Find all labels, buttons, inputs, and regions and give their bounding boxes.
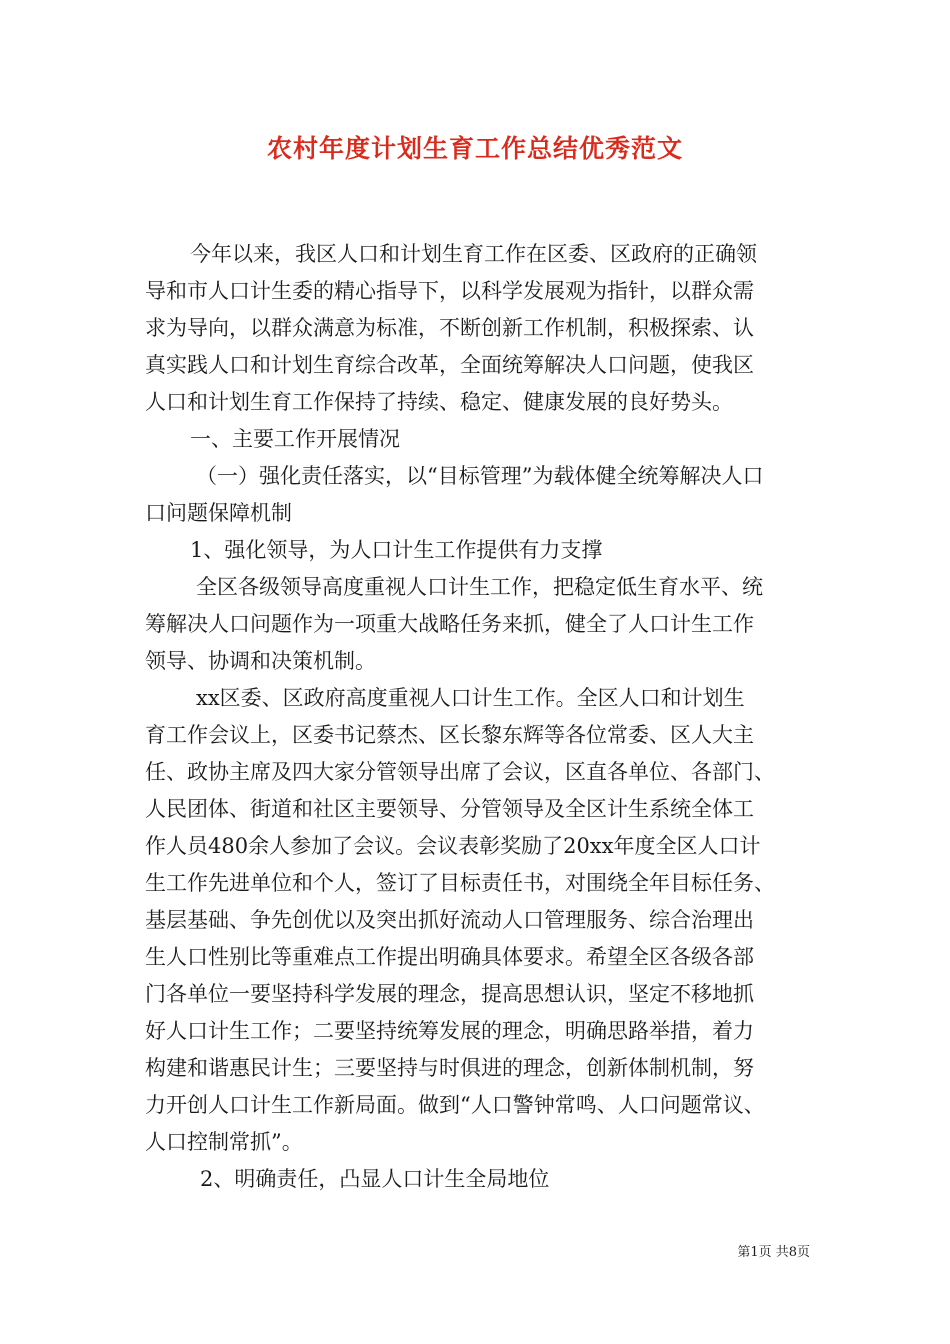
section-heading: 一、主要工作开展情况: [190, 427, 400, 451]
page-number: 第1页 共8页: [737, 1245, 810, 1260]
paragraph-line: 育工作会议上，区委书记蔡杰、区长黎东辉等各位常委、区人大主: [145, 723, 754, 747]
page-title: 农村年度计划生育工作总结优秀范文: [266, 134, 683, 163]
item-heading: 2、明确责任，凸显人口计生全局地位: [200, 1167, 550, 1191]
paragraph-line: 力开创人口计生工作新局面。做到“人口警钟常鸣、人口问题常议、: [145, 1093, 765, 1117]
subsection-heading: 口问题保障机制: [145, 501, 292, 525]
paragraph-line: 作人员480余人参加了会议。会议表彰奖励了20xx年度全区人口计: [145, 834, 761, 858]
paragraph-line: 全区各级领导高度重视人口计生工作，把稳定低生育水平、统: [196, 575, 763, 599]
paragraph-line: 今年以来，我区人口和计划生育工作在区委、区政府的正确领: [190, 242, 757, 266]
paragraph-line: 求为导向，以群众满意为标准，不断创新工作机制，积极探索、认: [145, 316, 754, 340]
paragraph-line: 人口和计划生育工作保持了持续、稳定、健康发展的良好势头。: [145, 390, 733, 414]
paragraph-line: 基层基础、争先创优以及突出抓好流动人口管理服务、综合治理出: [145, 908, 754, 932]
paragraph-line: 构建和谐惠民计生；三要坚持与时俱进的理念，创新体制机制，努: [145, 1056, 754, 1080]
paragraph-line: xx区委、区政府高度重视人口计生工作。全区人口和计划生: [196, 686, 745, 710]
paragraph-line: 人口控制常抓”。: [145, 1130, 303, 1154]
paragraph-line: 真实践人口和计划生育综合改革，全面统筹解决人口问题，使我区: [145, 353, 754, 377]
paragraph-line: 生人口性别比等重难点工作提出明确具体要求。希望全区各级各部: [145, 945, 754, 969]
paragraph-line: 门各单位一要坚持科学发展的理念，提高思想认识，坚定不移地抓: [145, 982, 754, 1006]
subsection-heading: （一）强化责任落实，以“目标管理”为载体健全统筹解决人口: [196, 464, 764, 488]
paragraph-line: 人民团体、街道和社区主要领导、分管领导及全区计生系统全体工: [145, 797, 754, 821]
paragraph-line: 好人口计生工作；二要坚持统筹发展的理念，明确思路举措，着力: [145, 1019, 754, 1043]
paragraph-line: 领导、协调和决策机制。: [145, 649, 376, 673]
paragraph-line: 导和市人口计生委的精心指导下，以科学发展观为指针，以群众需: [145, 279, 754, 303]
item-heading: 1、强化领导，为人口计生工作提供有力支撑: [190, 538, 603, 562]
paragraph-line: 任、政协主席及四大家分管领导出席了会议，区直各单位、各部门、: [145, 760, 775, 784]
paragraph-line: 筹解决人口问题作为一项重大战略任务来抓，健全了人口计生工作: [145, 612, 754, 636]
paragraph-line: 生工作先进单位和个人，签订了目标责任书，对围绕全年目标任务、: [145, 871, 775, 895]
